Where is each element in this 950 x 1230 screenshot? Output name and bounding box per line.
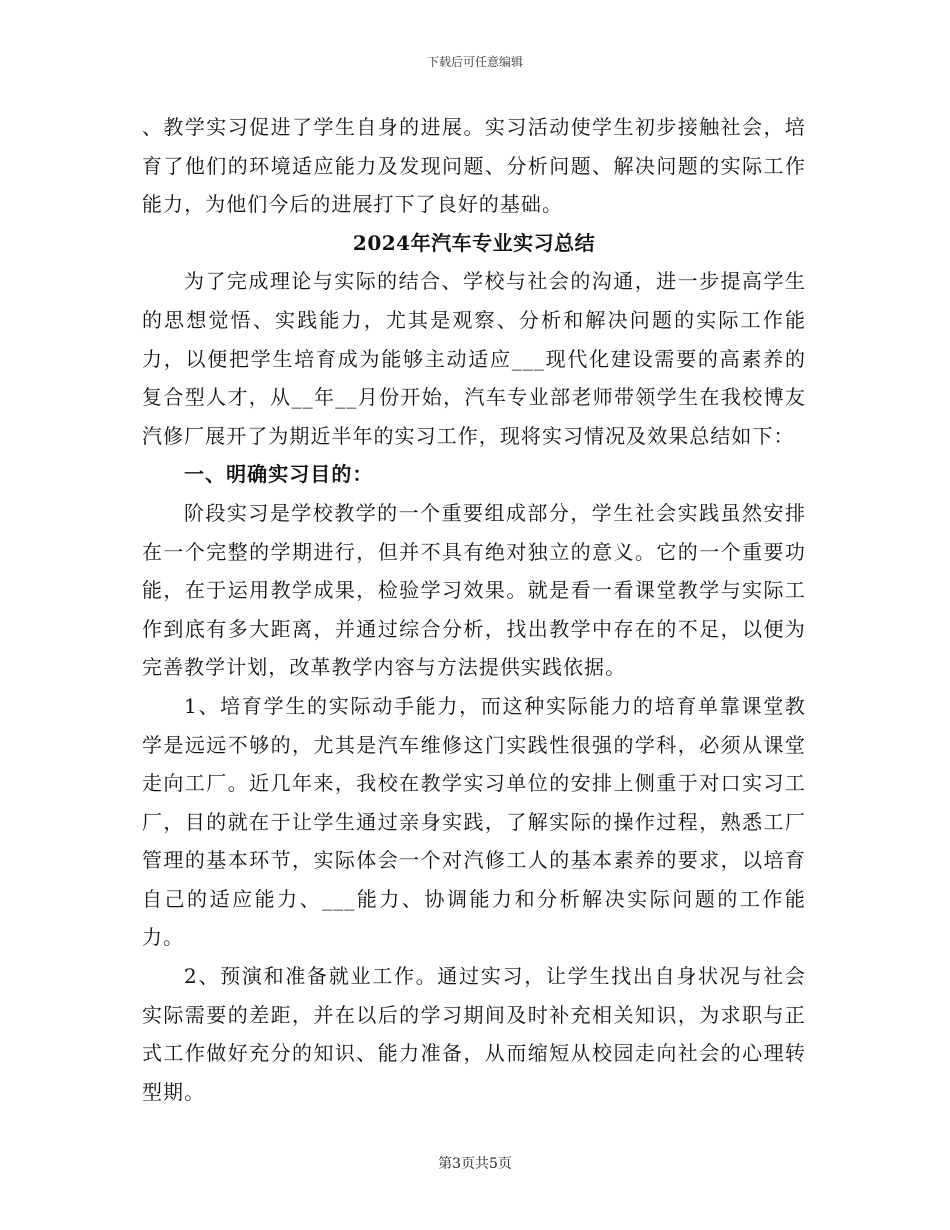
- paragraph-item-1: 1、培育学生的实际动手能力，而这种实际能力的培育单靠课堂教学是远远不够的，尤其是汽车维修这门实践性很强的学科，必须从课堂走向工厂。近几年来，我校在教学实习单位的安排上侧重于对口实习工厂，目的就在于让学生通过亲身实践，了解实际的操作过程，熟悉工厂管理的基本环节，实际体会一个对汽修工人的基本素养的要求，以培育自己的适应能力、___能力、协调能力和分析解决实际问题的工作能力。: [142, 693, 806, 950]
- document-body: [142, 108, 806, 1111]
- page-header: 下载后可任意编辑: [426, 55, 523, 69]
- paragraph-continuation: 、教学实习促进了学生自身的进展。实习活动使学生初步接触社会，培育了他们的环境适应能力及发现问题、分析问题、解决问题的实际工作能力，为他们今后的进展打下了良好的基础。: [142, 115, 806, 217]
- paragraph-item-2: 2、预演和准备就业工作。通过实习，让学生找出自身状况与社会实际需要的差距，并在以后的学习期间及时补充相关知识，为求职与正式工作做好充分的知识、能力准备，从而缩短从校园走向社会的心理转型期。: [142, 964, 806, 1104]
- section-title: 2024年汽车专业实习总结: [352, 230, 596, 255]
- paragraph-intro: 为了完成理论与实际的结合、学校与社会的沟通，进一步提高学生的思想觉悟、实践能力，尤其是观察、分析和解决问题的实际工作能力，以便把学生培育成为能够主动适应___现代化建设需要的高素养的复合型人才，从__年__月份开始，汽车专业部老师带领学生在我校博友汽修厂展开了为期近半年的实习工作，现将实习情况及效果总结如下：: [142, 269, 806, 448]
- paragraph-purpose: 阶段实习是学校教学的一个重要组成部分，学生社会实践虽然安排在一个完整的学期进行，但并不具有绝对独立的意义。它的一个重要功能，在于运用教学成果，检验学习效果。就是看一看课堂教学与实际工作到底有多大距离，并通过综合分析，找出教学中存在的不足，以便为完善教学计划，改革教学内容与方法提供实践依据。: [142, 500, 806, 680]
- page-number: 第3页共5页: [438, 1156, 512, 1172]
- section-heading-purpose: 一、明确实习目的：: [184, 462, 374, 487]
